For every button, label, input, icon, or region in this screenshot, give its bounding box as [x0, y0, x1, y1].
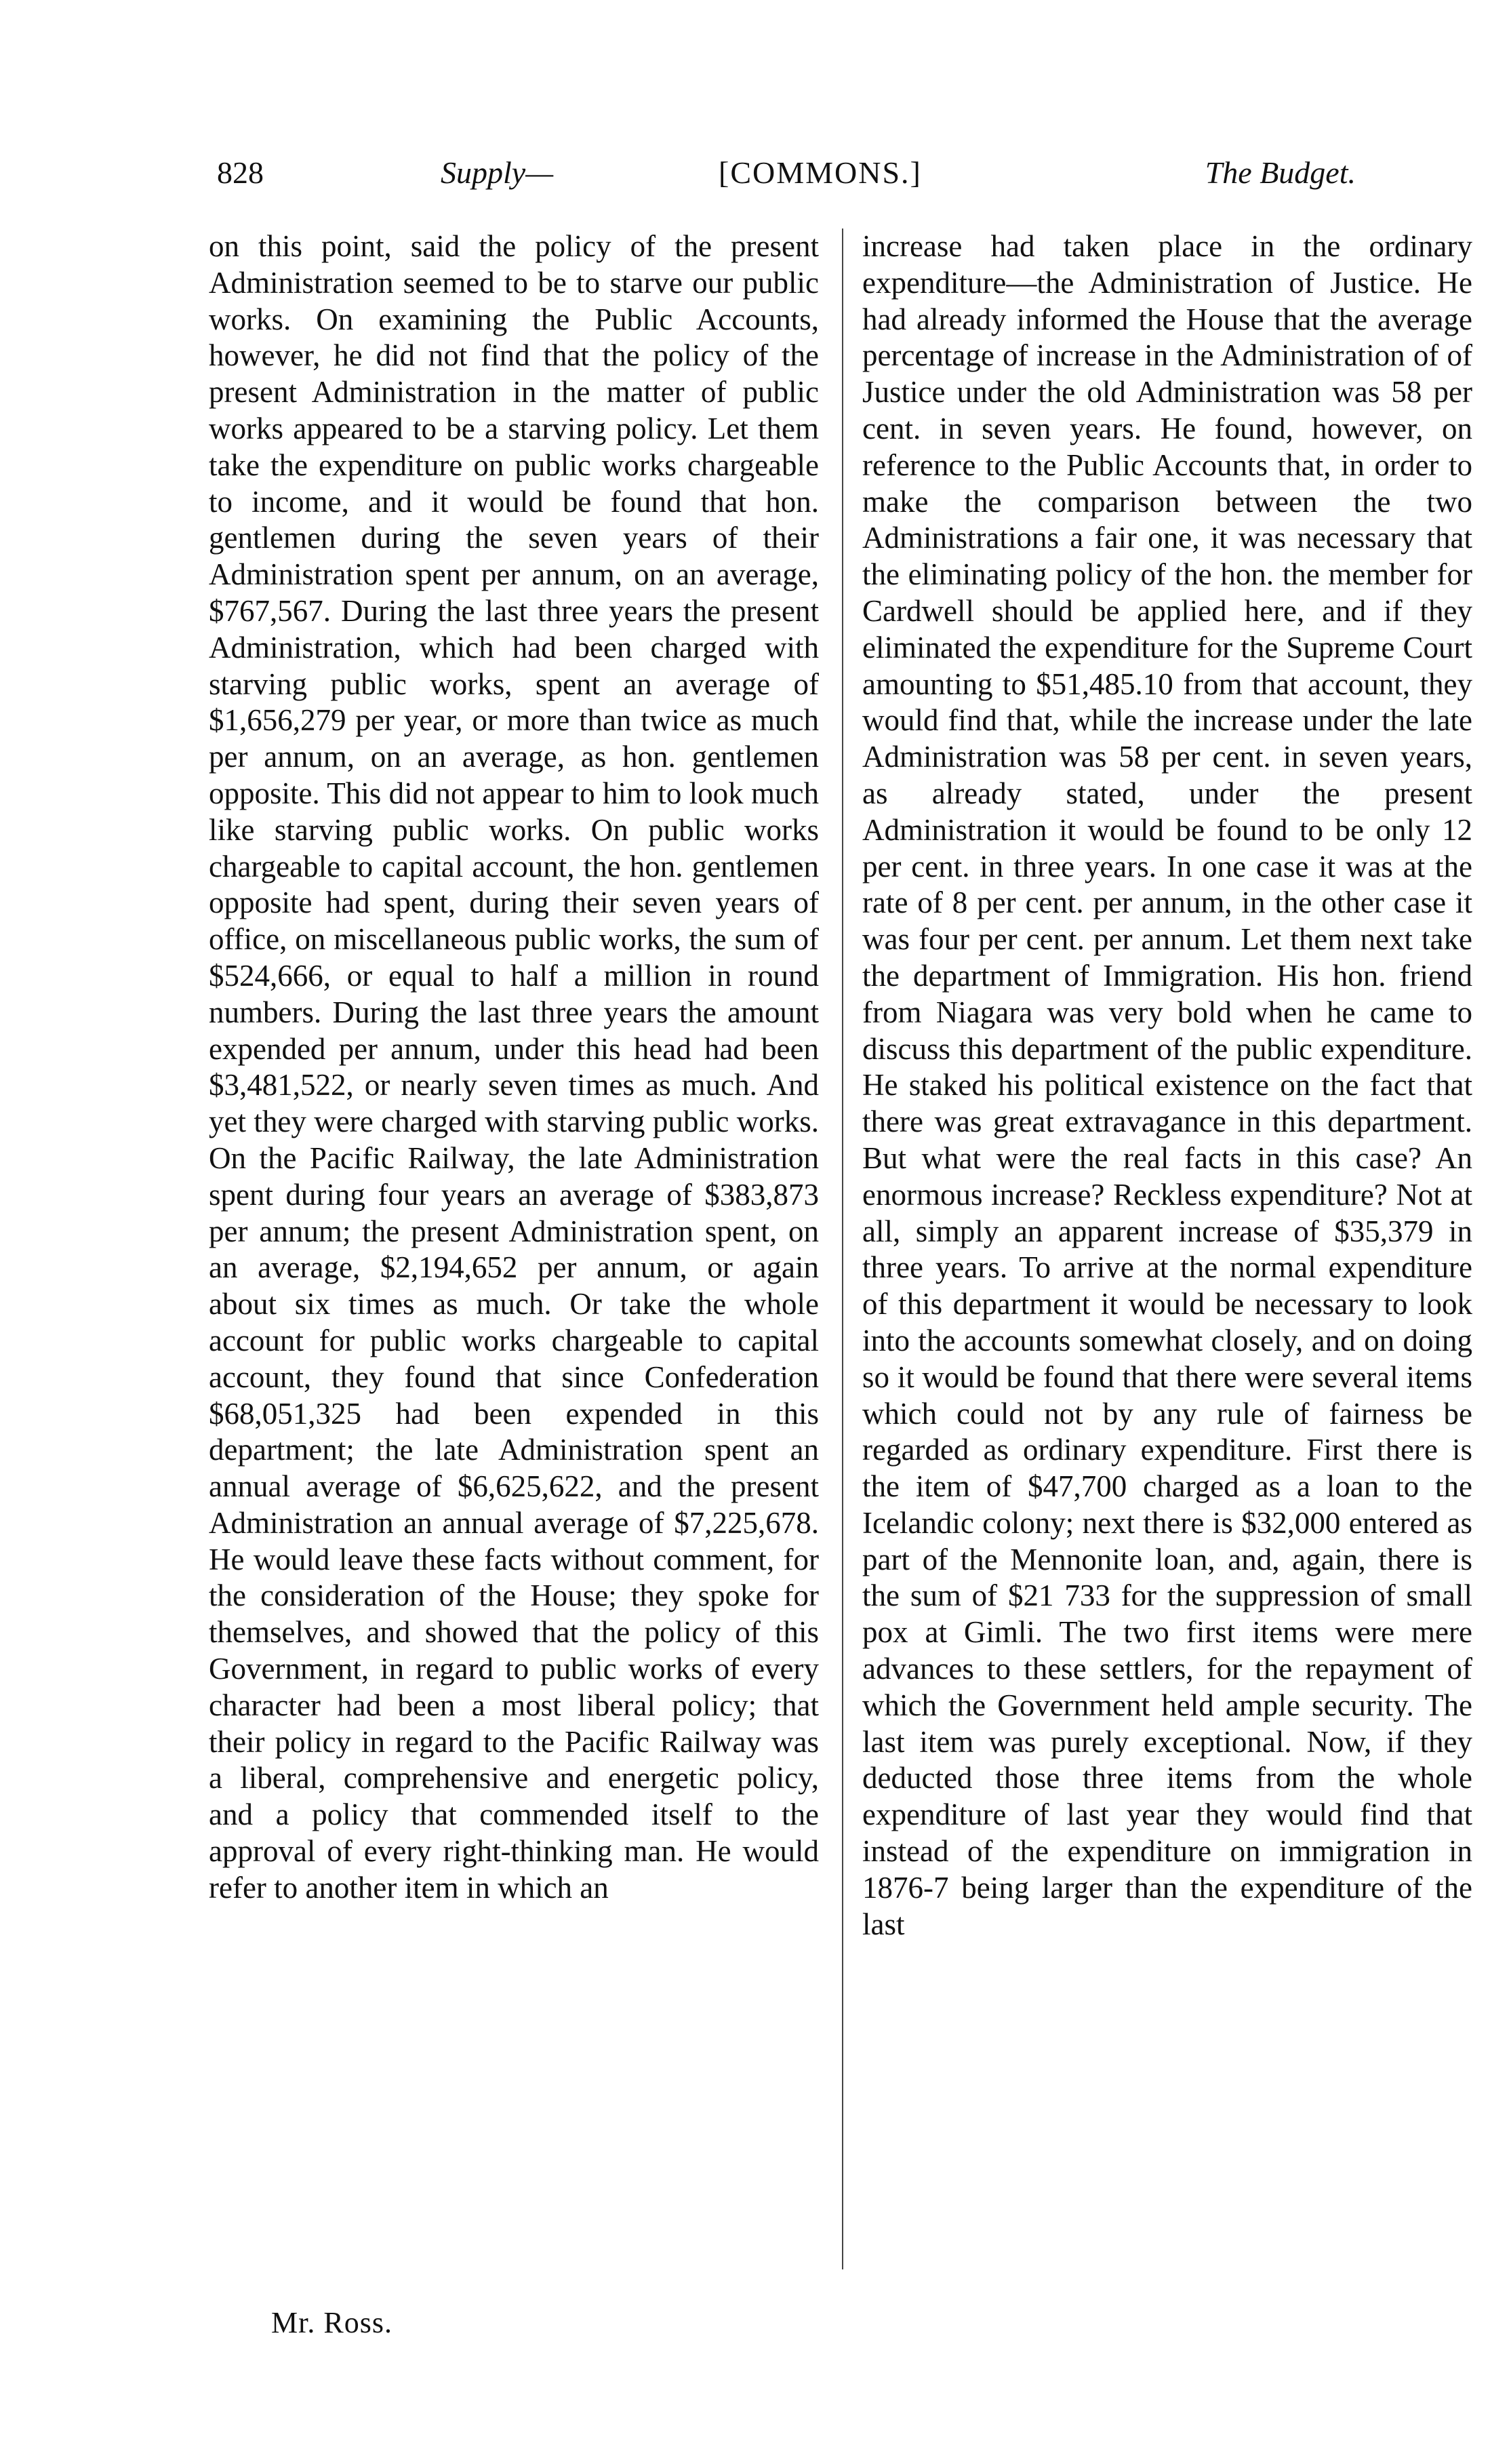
topic-title: The Budget.	[1205, 155, 1356, 190]
house-label: [COMMONS.]	[719, 155, 922, 190]
left-column	[209, 228, 819, 1907]
right-column	[862, 228, 1472, 1943]
column-divider	[842, 228, 843, 2269]
section-title: Supply—	[441, 155, 554, 190]
speaker-footer: Mr. Ross.	[271, 2306, 392, 2339]
page-header	[217, 155, 1356, 216]
page-number: 828	[217, 155, 264, 190]
right-column-text: increase had taken place in the ordinary expenditure—the Administration of Justice. He had already informed the House that the average percentage of increase in the Administration of of Justice under the old Administration was 58 per cent. in seven years. He found, however, on reference to the Public Accounts that, in order to make the comparison between the two Administrations a fair one, it was necessary that the eliminating policy of the hon. the member for Cardwell should be applied here, and if they eliminated the expenditure for the Supreme Court amounting to $51,485.10 from that account, they would find that, while the increase under the late Administration was 58 per cent. in seven years, as already stated, under the present Administration it would be found to be only 12 per cent. in three years. In one case it was at the rate of 8 per cent. per annum, in the other case it was four per cent. per annum. Let them next take the department of Immigration. His hon. friend from Niagara was very bold when he came to discuss this department of the public expenditure. He staked his political existence on the fact that there was great extravagance in this department. But what were the real facts in this case? An enormous increase? Reckless expenditure? Not at all, simply an apparent increase of $35,379 in three years. To arrive at the normal expenditure of this department it would be necessary to look into the accounts somewhat closely, and on doing so it would be found that there were several items which could not by any rule of fairness be regarded as ordinary expenditure. First there is the item of $47,700 charged as a loan to the Icelandic colony; next there is $32,000 entered as part of the Mennonite loan, and, again, there is the sum of $21 733 for the suppression of small pox at Gimli. The two first items were mere advances to these settlers, for the repayment of which the Government held ample security. The last item was purely exceptional. Now, if they deducted those three items from the whole expenditure of last year they would find that instead of the expenditure on immigration in 1876-7 being larger than the expenditure of the last	[862, 229, 1472, 1941]
left-column-text: on this point, said the policy of the present Administration seemed to be to starve our public works. On examining the Public Accounts, however, he did not find that the policy of the present Administration in the matter of public works appeared to be a starving policy. Let them take the expenditure on public works chargeable to income, and it would be found that hon. gentlemen during the seven years of their Administration spent per annum, on an average, $767,567. During the last three years the present Administration, which had been charged with starving public works, spent an average of $1,656,279 per year, or more than twice as much per annum, on an average, as hon. gentlemen opposite. This did not appear to him to look much like starving public works. On public works chargeable to capital account, the hon. gentlemen opposite had spent, during their seven years of office, on miscellaneous public works, the sum of $524,666, or equal to half a million in round numbers. During the last three years the amount expended per annum, under this head had been $3,481,522, or nearly seven times as much. And yet they were charged with starving public works. On the Pacific Railway, the late Administration spent during four years an average of $383,873 per annum; the present Administration spent, on an average, $2,194,652 per annum, or again about six times as much. Or take the whole account for public works chargeable to capital account, they found that since Confederation $68,051,325 had been expended in this department; the late Administration spent an annual average of $6,625,622, and the present Administration an annual average of $7,225,678. He would leave these facts without comment, for the consideration of the House; they spoke for themselves, and showed that the policy of this Government, in regard to public works of every character had been a most liberal policy; that their policy in regard to the Pacific Railway was a liberal, comprehensive and energetic policy, and a policy that commended itself to the approval of every right-thinking man. He would refer to another item in which an	[209, 229, 819, 1905]
